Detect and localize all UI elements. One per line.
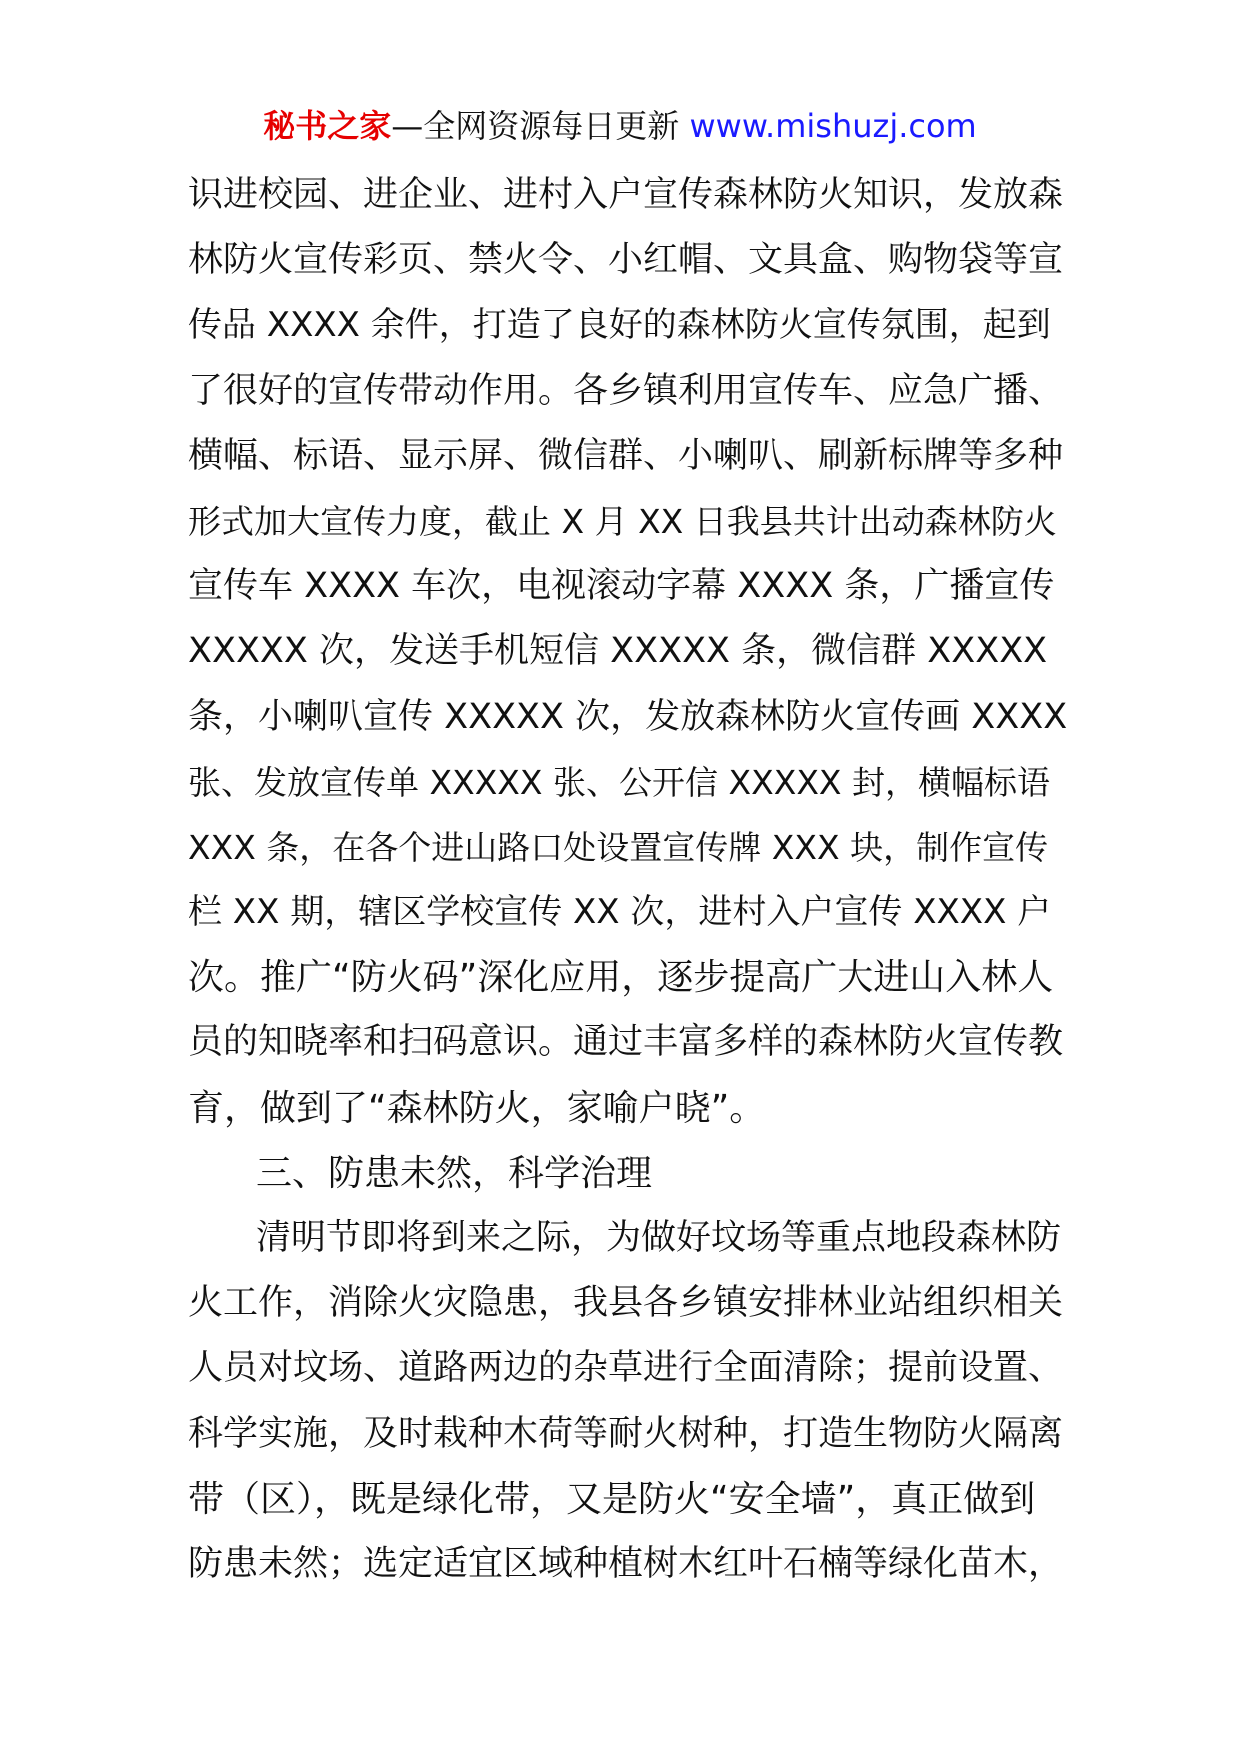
text-line: 张、发放宣传单 XXXXX 张、公开信 XXXXX 封，横幅标语 xyxy=(188,762,1051,802)
text-line: 防患未然；选定适宜区域种植树木红叶石楠等绿化苗木， xyxy=(188,1543,1064,1584)
text-line: 形式加大宣传力度，截止 X 月 XX 日我县共计出动森林防火 xyxy=(188,501,1057,541)
text-line: 横幅、标语、显示屏、微信群、小喇叭、刷新标牌等多种 xyxy=(188,435,1064,476)
text-line: XXXXX 次，发送手机短信 XXXXX 条，微信群 XXXXX xyxy=(188,631,1048,672)
site-tagline: —全网资源每日更新 xyxy=(391,107,680,145)
site-url-link[interactable]: www.mishuzj.com xyxy=(689,107,977,145)
text-line: 识进校园、进企业、进村入户宣传森林防火知识，发放森 xyxy=(188,175,1064,215)
text-line: 员的知晓率和扫码意识。通过丰富多样的森林防火宣传教 xyxy=(188,1022,1064,1063)
page-header xyxy=(0,104,1240,148)
text-line: 科学实施，及时栽种木荷等耐火树种，打造生物防火隔离 xyxy=(188,1413,1064,1454)
text-line: 栏 XX 期，辖区学校宣传 XX 次，进村入户宣传 XXXX 户 xyxy=(188,892,1052,933)
text-line: 宣传车 XXXX 车次，电视滚动字幕 XXXX 条，广播宣传 xyxy=(188,566,1055,607)
text-line: 林防火宣传彩页、禁火令、小红帽、文具盒、购物袋等宣 xyxy=(188,240,1064,281)
section-heading: 三、防患未然，科学治理 xyxy=(256,1152,653,1194)
text-line: 清明节即将到来之际，为做好坟场等重点地段森林防 xyxy=(256,1218,1062,1258)
site-brand: 秘书之家 xyxy=(263,107,392,145)
document-body xyxy=(188,163,1068,1597)
text-line: 人员对坟场、道路两边的杂草进行全面清除；提前设置、 xyxy=(188,1348,1064,1389)
text-line: 了很好的宣传带动作用。各乡镇利用宣传车、应急广播、 xyxy=(188,370,1064,411)
text-line: XXX 条，在各个进山路口处设置宣传牌 XXX 块，制作宣传 xyxy=(188,827,1049,867)
text-line: 带（区），既是绿化带，又是防火“安全墙”，真正做到 xyxy=(188,1478,1036,1520)
text-line: 次。推广“防火码”深化应用，逐步提高广大进山入林人 xyxy=(188,957,1054,999)
text-line: 火工作，消除火灾隐患，我县各乡镇安排林业站组织相关 xyxy=(188,1283,1064,1324)
text-line: 传品 XXXX 余件，打造了良好的森林防火宣传氛围，起到 xyxy=(188,305,1051,346)
text-line: 条，小喇叭宣传 XXXXX 次，发放森林防火宣传画 XXXX xyxy=(188,696,1068,737)
text-line: 育，做到了“森林防火，家喻户晓”。 xyxy=(188,1087,766,1129)
